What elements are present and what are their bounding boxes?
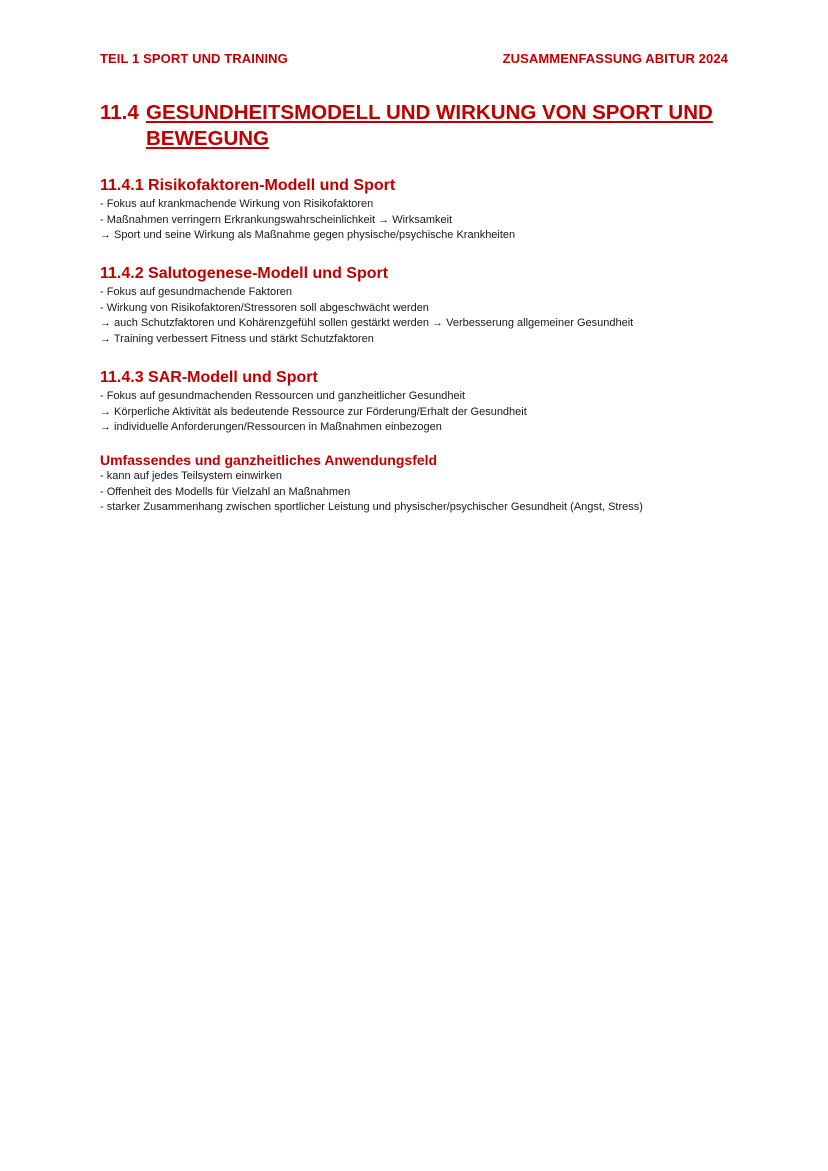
title-line-1: GESUNDHEITSMODELL UND WIRKUNG VON SPORT UND <box>146 101 713 124</box>
section-line: - Fokus auf gesundmachende Faktoren <box>100 286 293 298</box>
section-line: - kann auf jedes Teilsystem einwirken <box>100 470 282 482</box>
section-line: - Maßnahmen verringern Erkrankungswahrscheinlichkeit → Wirksamkeit <box>100 213 453 226</box>
section-heading: Umfassendes und ganzheitliches Anwendungsfeld <box>100 452 438 468</box>
section-heading: 11.4.3 SAR-Modell und Sport <box>100 369 318 386</box>
title-line-2: BEWEGUNG <box>146 127 269 150</box>
section-line: - Wirkung von Risikofaktoren/Stressoren soll abgeschwächt werden <box>100 301 429 314</box>
section-line: → Körperliche Aktivität als bedeutende Ressource zur Förderung/Erhalt der Gesundheit <box>100 405 527 418</box>
section-risikofaktoren <box>100 176 750 244</box>
section-line: → individuelle Anforderungen/Ressourcen in Maßnahmen einbezogen <box>100 421 442 433</box>
section-sar-modell <box>100 368 750 436</box>
section-heading: 11.4.2 Salutogenese-Modell und Sport <box>100 265 389 282</box>
header-left: TEIL 1 SPORT UND TRAINING <box>100 51 288 66</box>
section-line: → Sport und seine Wirkung als Maßnahme gegen physische/psychische Krankheiten <box>100 229 516 241</box>
section-line: → auch Schutzfaktoren und Kohärenzgefühl sollen gestärkt werden → Verbesserung allgemeiner Gesundheit <box>100 317 634 329</box>
header-right: ZUSAMMENFASSUNG ABITUR 2024 <box>502 51 728 66</box>
section-line: - starker Zusammenhang zwischen sportlicher Leistung und physischer/psychischer Gesundheit (Angst, Stress) <box>100 501 643 513</box>
section-anwendungsfeld <box>100 451 750 516</box>
section-salutogenese <box>100 264 750 347</box>
section-line: - Fokus auf krankmachende Wirkung von Risikofaktoren <box>100 198 374 210</box>
section-line: - Fokus auf gesundmachenden Ressourcen und ganzheitlicher Gesundheit <box>100 390 466 402</box>
section-line: - Offenheit des Modells für Vielzahl an Maßnahmen <box>100 485 351 498</box>
section-heading: 11.4.1 Risikofaktoren-Modell und Sport <box>100 177 396 194</box>
section-line: → Training verbessert Fitness und stärkt Schutzfaktoren <box>100 332 374 345</box>
title-number: 11.4 <box>100 101 139 124</box>
page-title <box>100 100 740 152</box>
